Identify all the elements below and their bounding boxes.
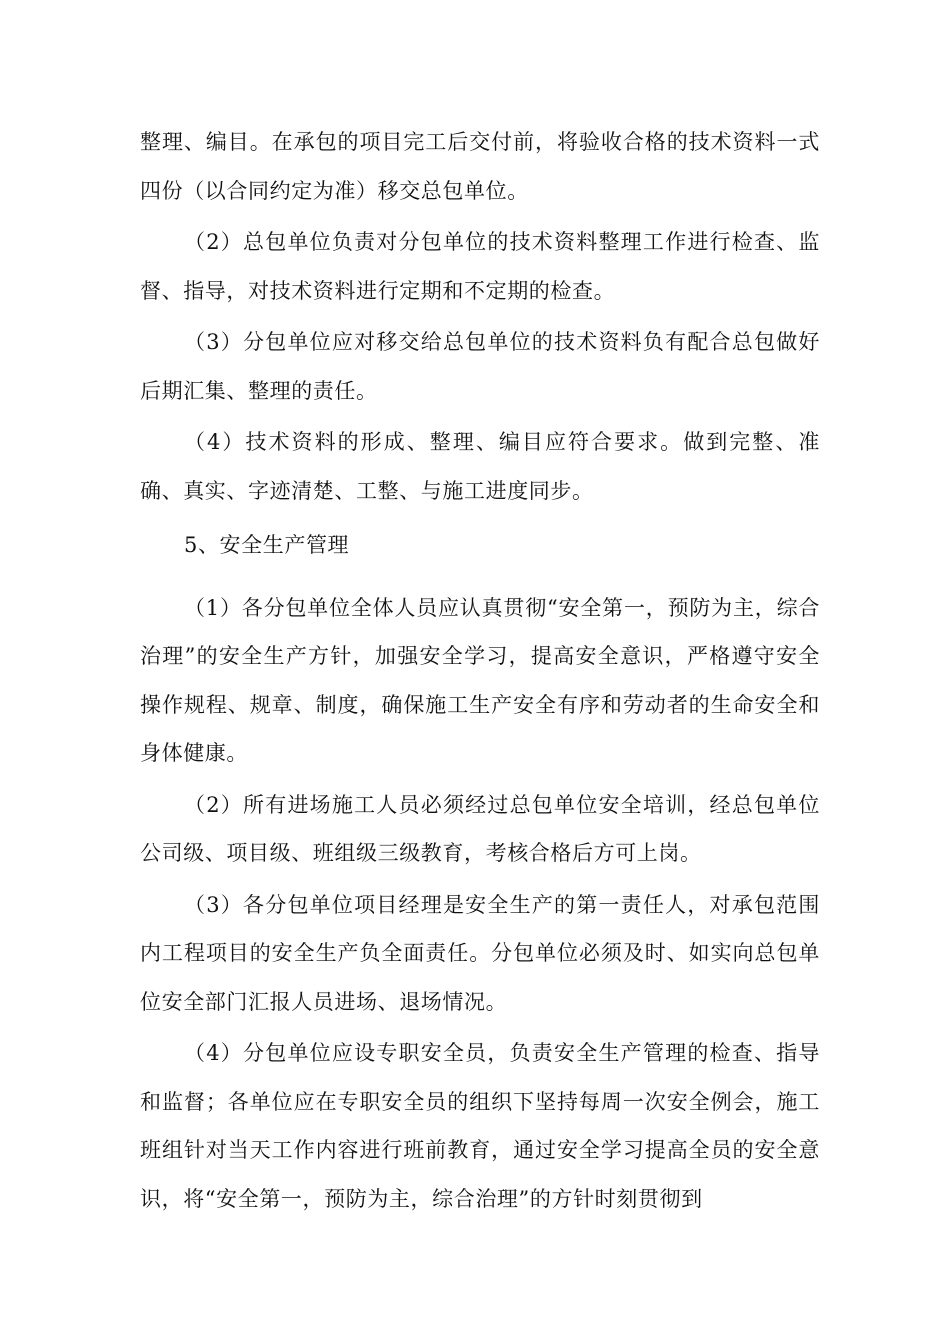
section-heading: 5、安全生产管理 — [184, 533, 350, 557]
safety-paragraph-4: （4）分包单位应设专职安全员，负责安全生产管理的检查、指导和监督；各单位应在专职安全员的组织下坚持每周一次安全例会，施工班组针对当天工作内容进行班前教育，通过安全学习提高全员的安全意识，将“安全第一，预防为主，综合治理”的方针时刻贯彻到 — [140, 1041, 820, 1211]
paragraph-item-4: （4）技术资料的形成、整理、编目应符合要求。做到完整、准确、真实、字迹清楚、工整、与施工进度同步。 — [140, 430, 820, 503]
safety-paragraph-1: （1）各分包单位全体人员应认真贯彻“安全第一，预防为主，综合治理”的安全生产方针，加强安全学习，提高安全意识，严格遵守安全操作规程、规章、制度，确保施工生产安全有序和劳动者的生命安全和身体健康。 — [140, 595, 820, 765]
safety-paragraph-3: （3）各分包单位项目经理是安全生产的第一责任人，对承包范围内工程项目的安全生产负全面责任。分包单位必须及时、如实向总包单位安全部门汇报人员进场、退场情况。 — [140, 892, 820, 1014]
paragraph-item-2: （2）总包单位负责对分包单位的技术资料整理工作进行检查、监督、指导，对技术资料进行定期和不定期的检查。 — [140, 230, 820, 303]
document-page — [140, 118, 820, 1226]
safety-paragraph-2: （2）所有进场施工人员必须经过总包单位安全培训，经总包单位公司级、项目级、班组级三级教育，考核合格后方可上岗。 — [140, 792, 820, 865]
paragraph-item-3: （3）分包单位应对移交给总包单位的技术资料负有配合总包做好后期汇集、整理的责任。 — [140, 330, 820, 403]
paragraph-continuation: 整理、编目。在承包的项目完工后交付前，将验收合格的技术资料一式四份（以合同约定为准）移交总包单位。 — [140, 130, 820, 203]
